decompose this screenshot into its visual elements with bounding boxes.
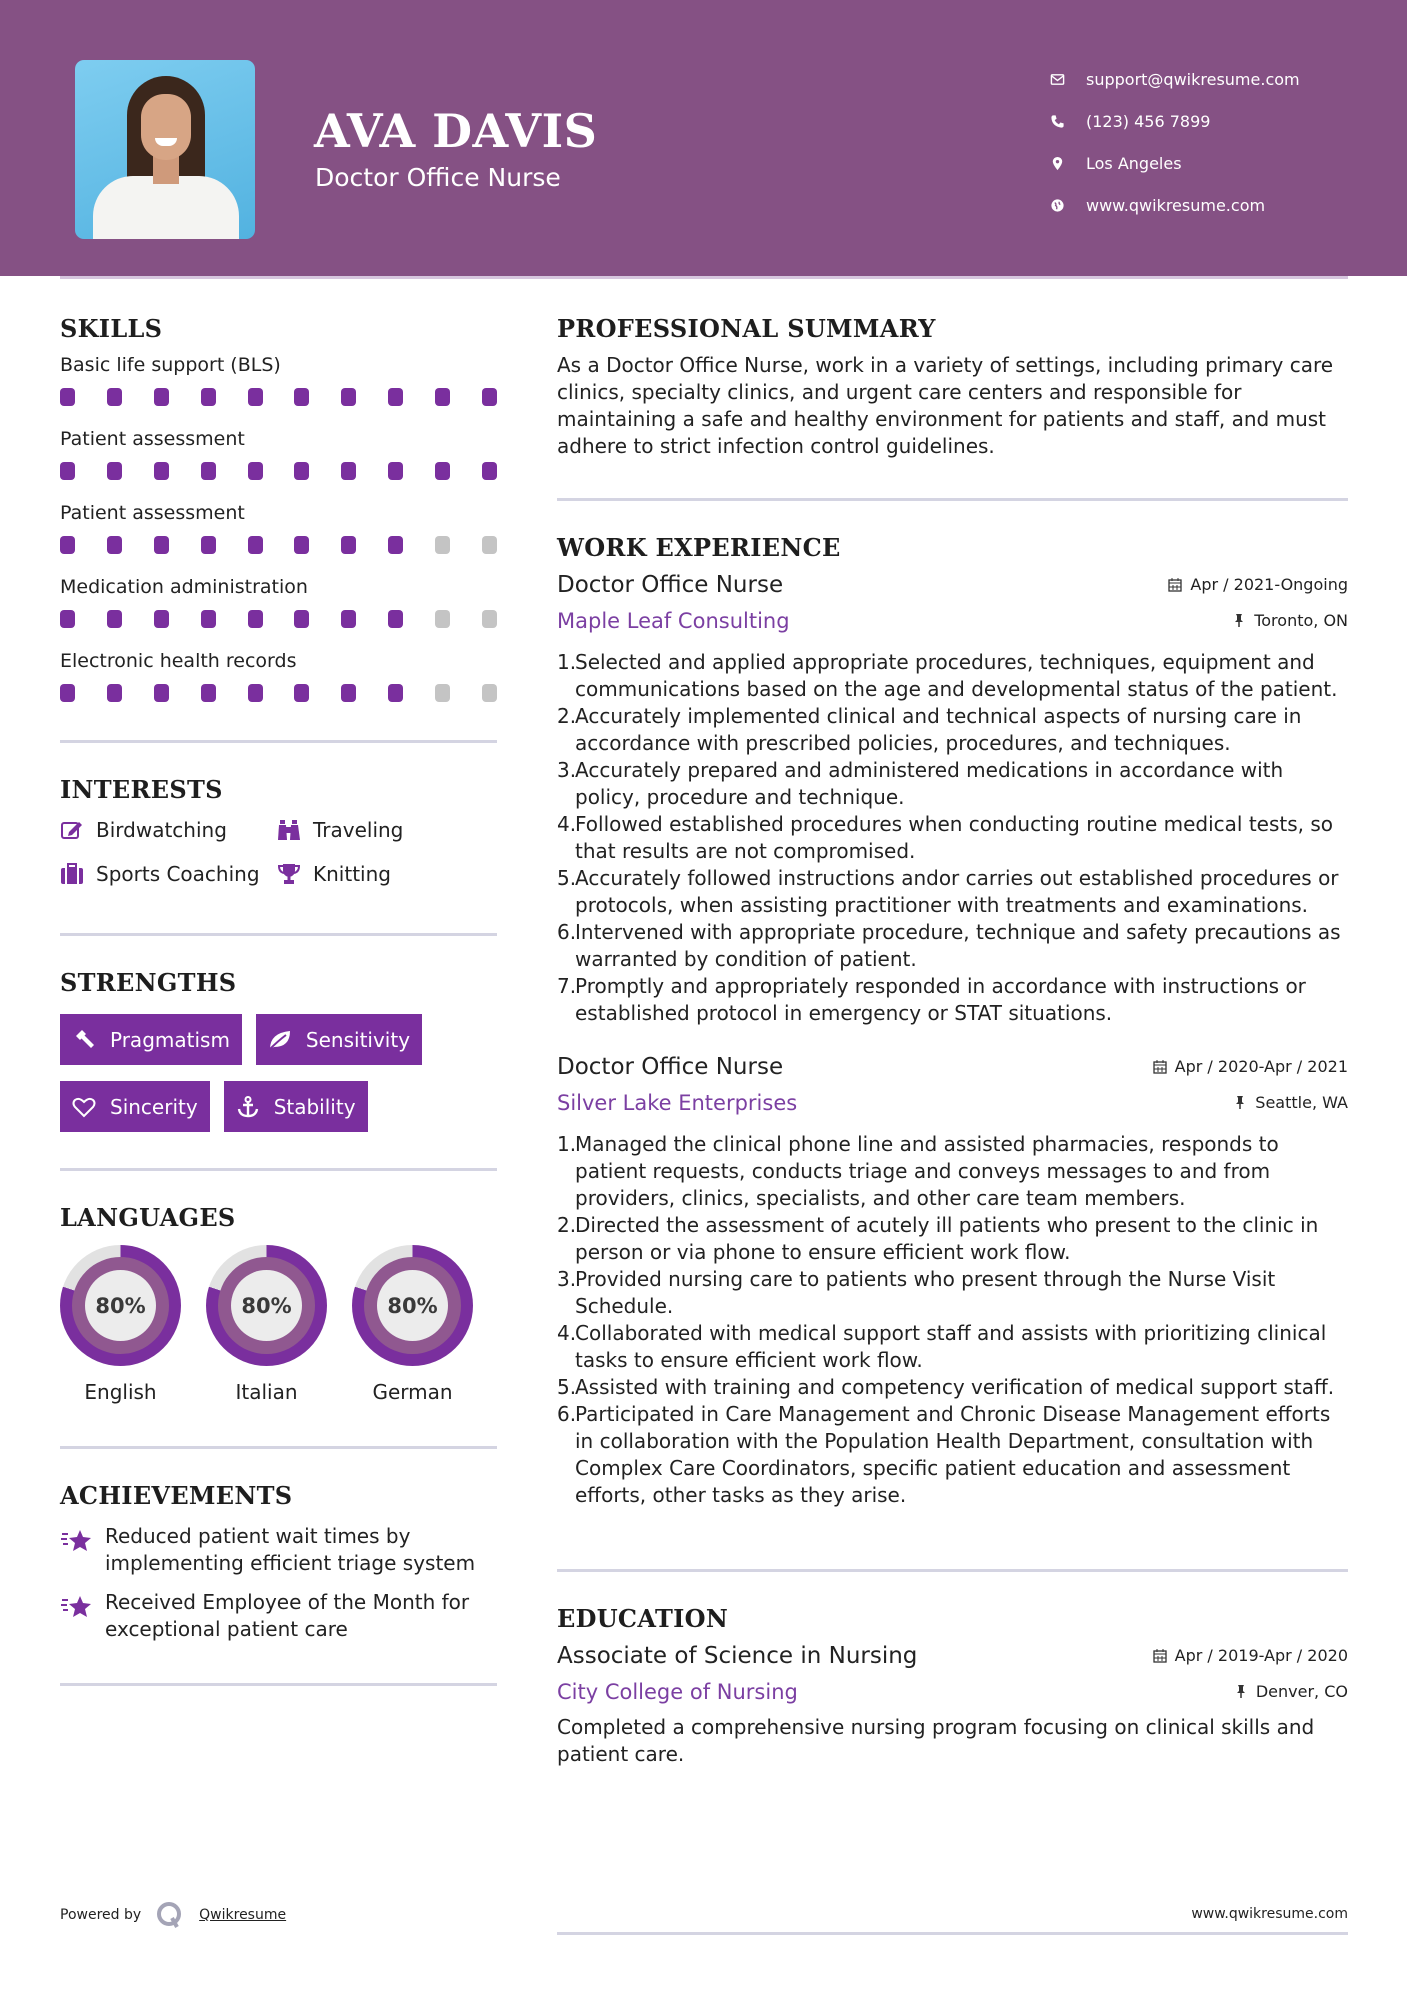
job-company: Silver Lake Enterprises	[557, 1091, 798, 1115]
job-location-text: Seattle, WA	[1255, 1093, 1348, 1112]
strength-label: Sincerity	[110, 1094, 198, 1119]
summary-text: As a Doctor Office Nurse, work in a variety of settings, including primary care clinics, specialty clinics, and urgent care centers and responsible for maintaining a safe and healthy environment for patients and staff, and must adhere to strict infection control guidelines.	[557, 353, 1334, 458]
skills-heading: SKILLS	[60, 314, 163, 343]
education-dates	[1153, 1646, 1348, 1665]
achievements-heading: ACHIEVEMENTS	[60, 1481, 293, 1510]
skill-label: Patient assessment	[60, 428, 245, 450]
job-company: Maple Leaf Consulting	[557, 609, 790, 633]
candidate-title: Doctor Office Nurse	[315, 163, 561, 192]
email-icon	[1050, 72, 1086, 87]
job-location	[1232, 611, 1348, 630]
bullet-item: 6. Participated in Care Management and Chronic Disease Management efforts in collaboration with the Population Health Department, consultation with Complex Care Coordinators, specific patient education and assessment efforts, other tasks as they arise.	[557, 1402, 1331, 1507]
skill-item	[60, 422, 497, 496]
pushpin-icon	[1233, 1095, 1247, 1110]
interest-item	[60, 813, 277, 847]
job-bullets	[557, 1131, 1348, 1509]
strength-label: Stability	[273, 1094, 356, 1119]
bullet-item: 7. Promptly and appropriately responded in accordance with instructions or established protocol in emergency or STAT situations.	[557, 974, 1306, 1025]
skill-item	[60, 496, 497, 570]
language-name: German	[372, 1380, 453, 1404]
education-section	[557, 1600, 1348, 1768]
language-item	[60, 1245, 181, 1404]
strength-tag	[224, 1081, 368, 1132]
bullet-item: 5. Assisted with training and competency verification of medical support staff.	[557, 1375, 1335, 1399]
heart-icon	[72, 1096, 96, 1118]
bullet-item: 4. Collaborated with medical support staff and assists with prioritizing clinical tasks to ensure efficient work flow.	[557, 1321, 1327, 1372]
bullet-item: 1. Managed the clinical phone line and assisted pharmacies, responds to patient requests, conducts triage and conveys messages to and from providers, clinics, specialists, and other care team members.	[557, 1132, 1279, 1210]
skill-label: Medication administration	[60, 576, 308, 598]
skill-item	[60, 644, 497, 718]
powered-by	[60, 1900, 286, 1930]
bullet-item: 6. Intervened with appropriate procedure, technique and safety precautions as warranted by condition of patient.	[557, 920, 1341, 971]
candidate-name: AVA DAVIS	[314, 104, 598, 158]
trophy-icon	[277, 863, 313, 885]
job-entry	[557, 567, 1348, 1027]
strength-tag	[60, 1081, 210, 1132]
job-entry	[557, 1049, 1348, 1509]
language-name: Italian	[235, 1380, 298, 1404]
strength-tag	[256, 1014, 422, 1065]
contact-location-text: Los Angeles	[1086, 153, 1182, 173]
skill-label: Basic life support (BLS)	[60, 354, 281, 376]
job-bullets	[557, 649, 1348, 1027]
skill-rating	[60, 456, 497, 496]
profile-photo	[75, 60, 255, 239]
achievement-item	[60, 1523, 497, 1577]
interest-label: Birdwatching	[96, 818, 227, 842]
experience-heading: WORK EXPERIENCE	[557, 533, 841, 562]
skill-item	[60, 348, 497, 422]
interest-label: Traveling	[313, 818, 404, 842]
job-dates-text: Apr / 2021-Ongoing	[1190, 575, 1348, 594]
strength-tag	[60, 1014, 242, 1065]
languages-section	[60, 1199, 497, 1404]
interests-heading: INTERESTS	[60, 775, 223, 804]
bullet-item: 3. Provided nursing care to patients who present through the Nurse Visit Schedule.	[557, 1267, 1276, 1318]
experience-section	[557, 529, 1348, 1509]
phone-icon	[1050, 114, 1086, 129]
contact-list	[1050, 58, 1300, 226]
bullet-item: 4. Followed established procedures when conducting routine medical tests, so that results are not compromised.	[557, 812, 1334, 863]
header-divider	[60, 276, 1348, 279]
contact-location	[1050, 142, 1300, 184]
language-percent: 80%	[85, 1270, 156, 1341]
calendar-icon	[1153, 1059, 1167, 1074]
job-location	[1233, 1093, 1348, 1112]
calendar-icon	[1168, 577, 1182, 592]
powered-by-label: Powered by	[60, 1907, 142, 1923]
job-title: Doctor Office Nurse	[557, 572, 784, 598]
summary-section	[557, 310, 1348, 460]
achievement-text: Reduced patient wait times by implementing efficient triage system	[105, 1524, 476, 1575]
location-icon	[1050, 156, 1086, 171]
achievements-section	[60, 1477, 497, 1643]
job-location-text: Toronto, ON	[1254, 611, 1348, 630]
achievement-item	[60, 1589, 497, 1643]
school-name: City College of Nursing	[557, 1680, 798, 1704]
job-dates-text: Apr / 2020-Apr / 2021	[1174, 1057, 1348, 1076]
section-divider	[60, 933, 497, 936]
language-percent: 80%	[377, 1270, 448, 1341]
languages-heading: LANGUAGES	[60, 1203, 236, 1232]
skill-rating	[60, 530, 497, 570]
footer-divider	[557, 1932, 1348, 1935]
qwikresume-logo-icon	[155, 1900, 185, 1930]
interest-item	[277, 857, 477, 891]
binoculars-icon	[277, 819, 313, 841]
strengths-heading: STRENGTHS	[60, 968, 237, 997]
bullet-item: 2. Accurately implemented clinical and technical aspects of nursing care in accordance with prescribed policies, procedures, and techniques.	[557, 704, 1302, 755]
education-heading: EDUCATION	[557, 1604, 729, 1633]
job-dates	[1153, 1057, 1348, 1076]
summary-heading: PROFESSIONAL SUMMARY	[557, 314, 936, 343]
language-item	[352, 1245, 473, 1404]
left-column	[60, 310, 497, 1686]
pushpin-icon	[1234, 1684, 1248, 1699]
language-percent: 80%	[231, 1270, 302, 1341]
strengths-section	[60, 964, 497, 1132]
skill-item	[60, 570, 497, 644]
resume-header	[0, 0, 1407, 276]
contact-website[interactable]	[1050, 184, 1300, 226]
interest-item	[60, 857, 277, 891]
section-divider	[557, 1569, 1348, 1572]
suitcase-icon	[60, 863, 96, 885]
contact-phone[interactable]	[1050, 100, 1300, 142]
language-progress-ring	[352, 1245, 473, 1366]
section-divider	[60, 1683, 497, 1686]
contact-website-text: www.qwikresume.com	[1086, 195, 1266, 215]
contact-email[interactable]	[1050, 58, 1300, 100]
language-progress-ring	[206, 1245, 327, 1366]
interest-label: Sports Coaching	[96, 862, 260, 886]
bullet-item: 2. Directed the assessment of acutely ill patients who present to the clinic in person or via phone to ensure efficient work flow.	[557, 1213, 1319, 1264]
section-divider	[60, 1446, 497, 1449]
star-icon	[60, 1589, 105, 1623]
pushpin-icon	[1232, 613, 1246, 628]
strength-label: Sensitivity	[305, 1027, 411, 1052]
contact-email-text: support@qwikresume.com	[1086, 69, 1300, 89]
skill-rating	[60, 678, 497, 718]
job-dates	[1168, 575, 1348, 594]
education-description: Completed a comprehensive nursing program focusing on clinical skills and patient care.	[557, 1715, 1315, 1766]
leaf-icon	[268, 1029, 292, 1051]
interest-label: Knitting	[313, 862, 391, 886]
skill-label: Patient assessment	[60, 502, 245, 524]
star-icon	[60, 1523, 105, 1557]
job-title: Doctor Office Nurse	[557, 1054, 784, 1080]
strength-label: Pragmatism	[110, 1027, 230, 1052]
section-divider	[557, 498, 1348, 501]
interest-item	[277, 813, 477, 847]
gavel-icon	[72, 1029, 96, 1051]
language-item	[206, 1245, 327, 1404]
qwikresume-link[interactable]: Qwikresume	[199, 1907, 287, 1923]
achievement-text: Received Employee of the Month for exceptional patient care	[105, 1590, 470, 1641]
right-column	[557, 310, 1348, 1768]
bullet-item: 1. Selected and applied appropriate procedures, techniques, equipment and communications based on the age and developmental status of the patient.	[557, 650, 1338, 701]
education-dates-text: Apr / 2019-Apr / 2020	[1174, 1646, 1348, 1665]
skill-rating	[60, 382, 497, 422]
language-name: English	[84, 1380, 157, 1404]
skill-label: Electronic health records	[60, 650, 297, 672]
section-divider	[60, 1168, 497, 1171]
interests-section	[60, 771, 497, 891]
globe-icon	[1050, 198, 1086, 213]
bullet-item: 5. Accurately followed instructions andor carries out established procedures or protocols, when assisting practitioner with treatments and examinations.	[557, 866, 1339, 917]
education-location-text: Denver, CO	[1255, 1682, 1348, 1701]
degree-title: Associate of Science in Nursing	[557, 1643, 918, 1669]
edit-icon	[60, 819, 96, 841]
section-divider	[60, 740, 497, 743]
skills-section	[60, 310, 497, 718]
footer-website[interactable]: www.qwikresume.com	[1191, 1906, 1348, 1922]
anchor-icon	[236, 1096, 260, 1118]
language-progress-ring	[60, 1245, 181, 1366]
education-location	[1234, 1682, 1348, 1701]
contact-phone-text: (123) 456 7899	[1086, 111, 1211, 131]
bullet-item: 3. Accurately prepared and administered medications in accordance with policy, procedure and technique.	[557, 758, 1284, 809]
skill-rating	[60, 604, 497, 644]
calendar-icon	[1153, 1648, 1167, 1663]
